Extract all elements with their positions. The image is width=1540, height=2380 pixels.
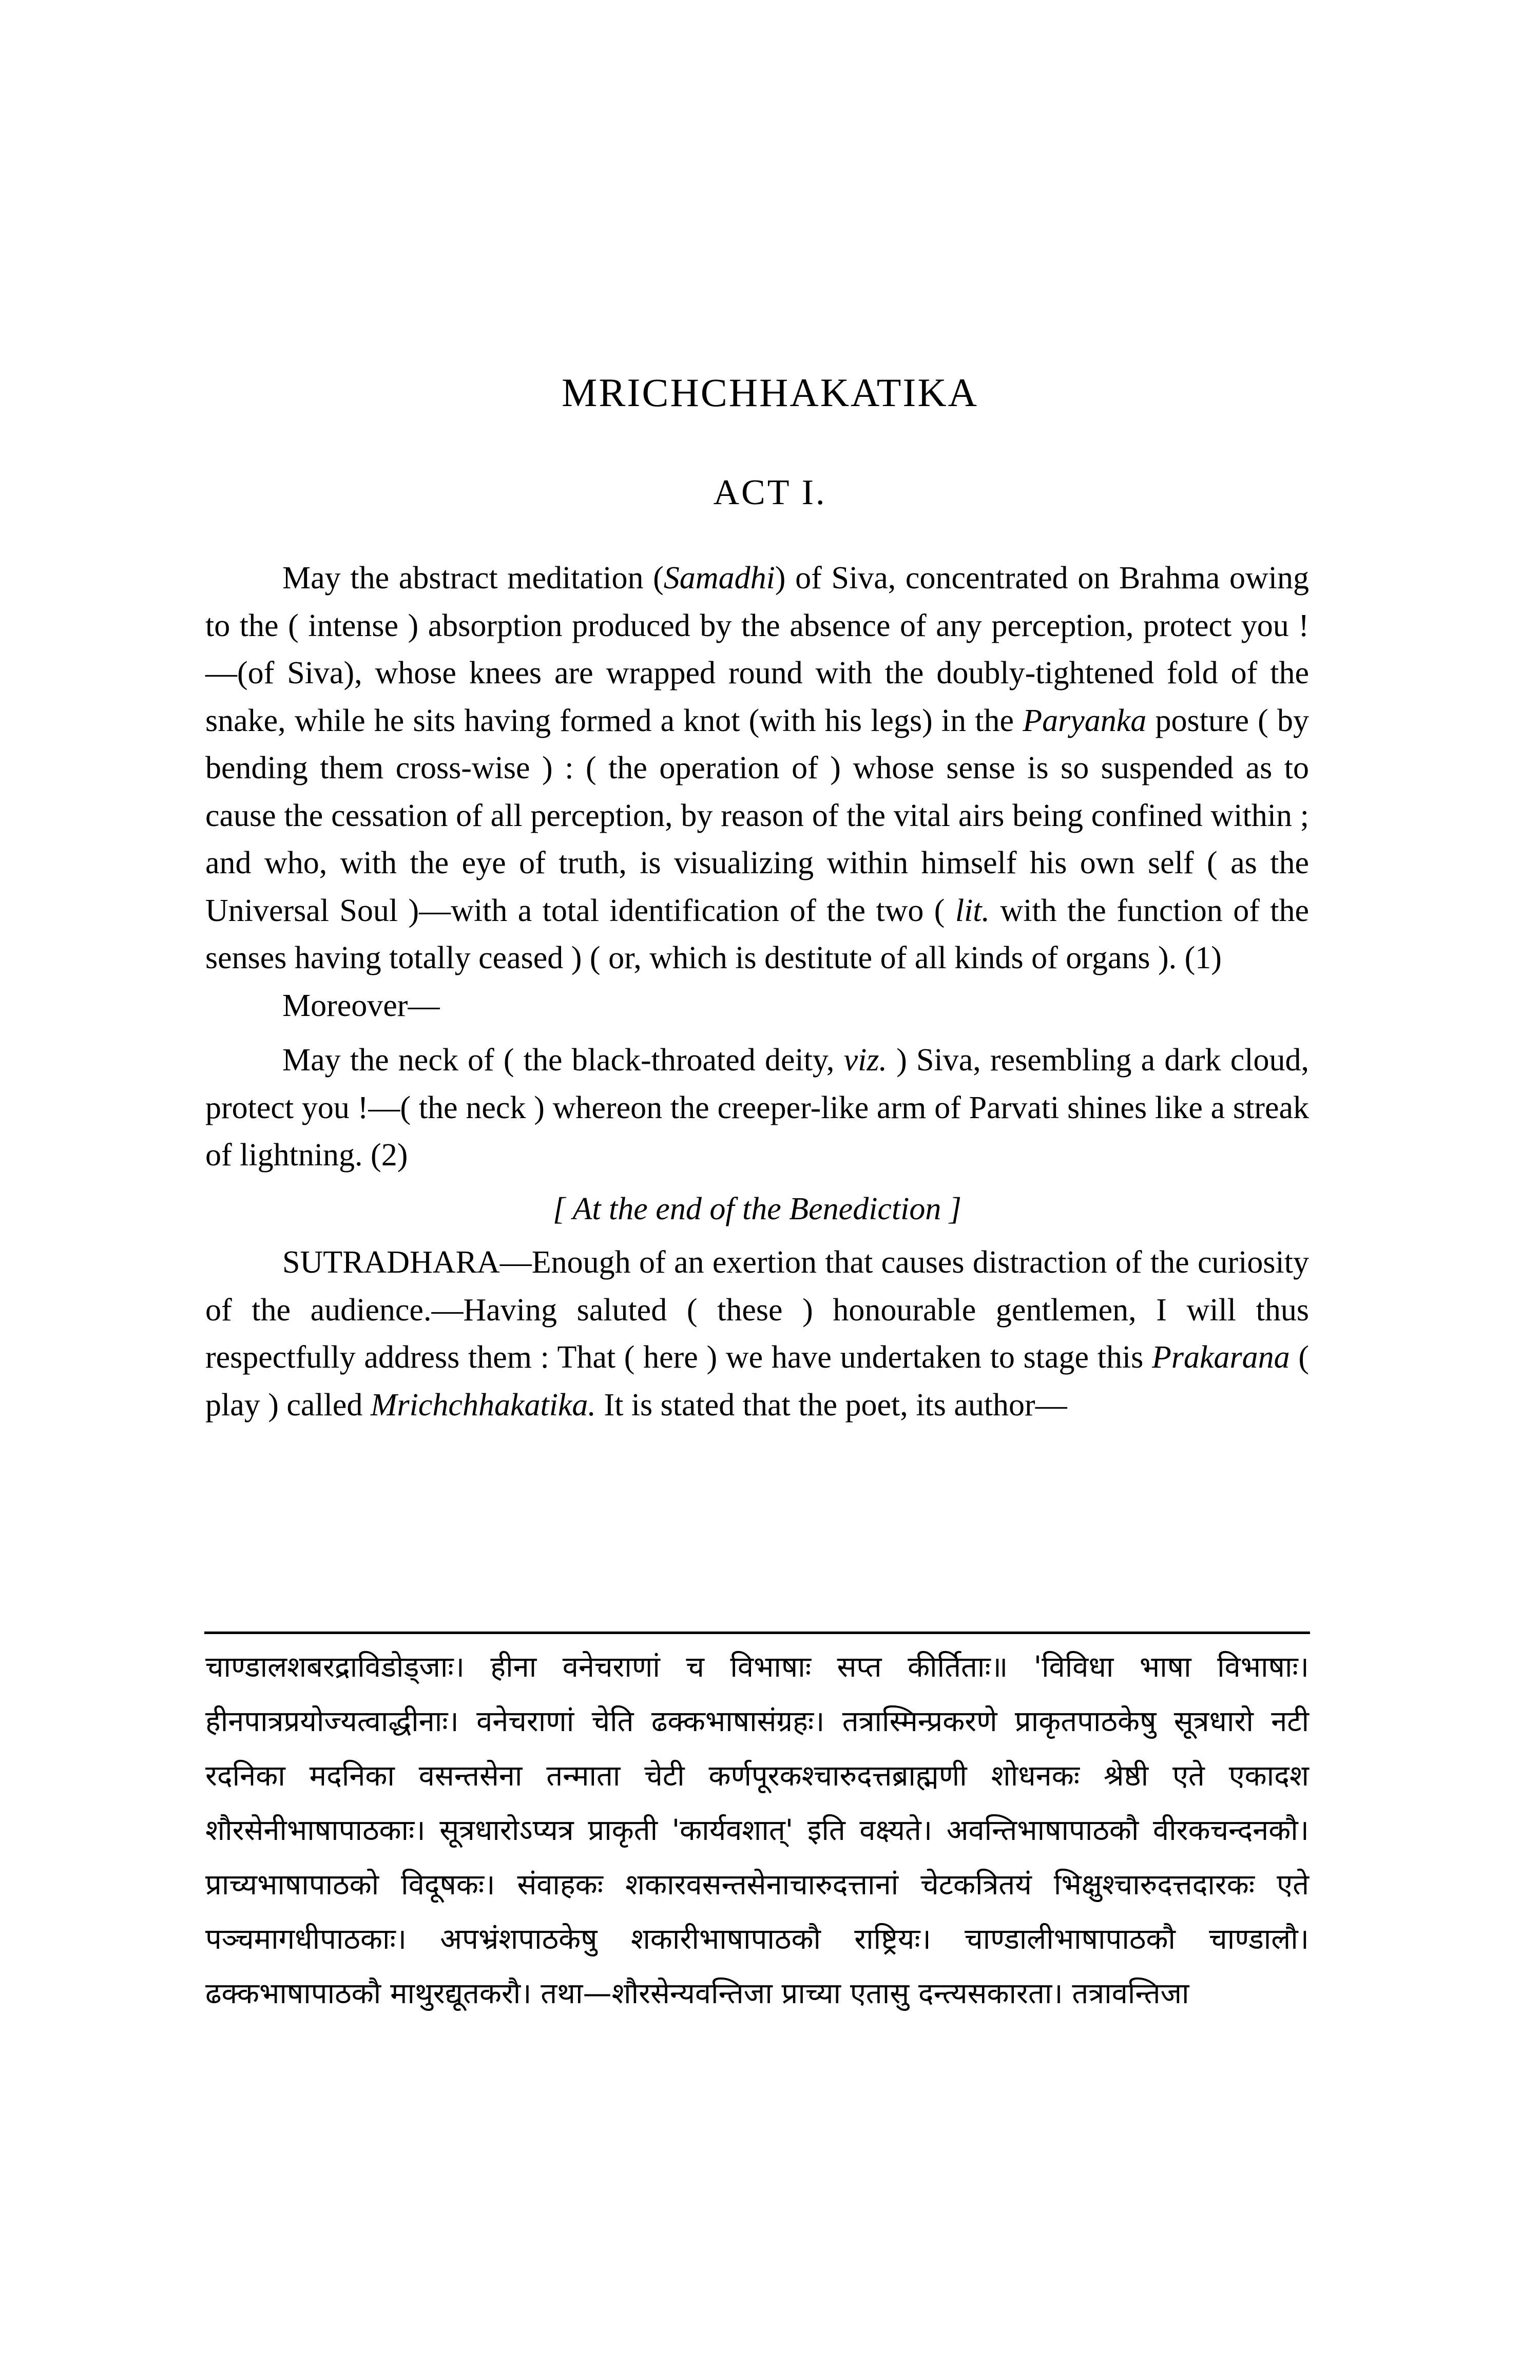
italic-run: Samadhi [663, 561, 775, 596]
italic-run: viz. [843, 1043, 887, 1078]
text-run: May the abstract meditation ( [282, 561, 664, 596]
benediction-paragraph-1 [205, 554, 1309, 982]
text-run: ) Siva, resembling a dark cloud, protect you !—( the neck ) whereon the creeper-like arm of Parvati shines like a streak of lightning. (2) [205, 1043, 1310, 1173]
footnote-text: चाण्डालशबरद्राविडोड्जाः। हीना वनेचराणां च विभाषाः सप्त कीर्तिताः॥ 'विविधा भाषा विभाषाः। हीनपात्रप्रयोज्यत्वाद्धीनाः। वनेचराणां चेति ढक्कभाषासंग्रहः। तत्रास्मिन्प्रकरणे प्राकृतपाठकेषु सूत्रधारो नटी रदनिका मदनिका वसन्तसेना तन्माता चेटी कर्णपूरकश्चारुदत्तब्राह्मणी शोधनकः श्रेष्ठी एते एकादश शौरसेनीभाषापाठकाः। सूत्रधारोऽप्यत्र प्राकृती 'कार्यवशात्' इति वक्ष्यते। अवन्तिभाषापाठकौ वीरकचन्दनकौ। प्राच्यभाषापाठको विदूषकः। संवाहकः शकारवसन्तसेनाचारुदत्तानां चेटकत्रितयं भिक्षुश्चारुदत्तदारकः एते पञ्चमागधीपाठकाः। अपभ्रंशपाठकेषु शकारीभाषापाठकौ राष्ट्रियः। चाण्डालीभाषापाठकौ चाण्डालौ। ढक्कभाषापाठकौ माथुरद्यूतकरौ। तथा—शौरसेन्यवन्तिजा प्राच्या एतासु दन्त्यसकारता। तत्रावन्तिजा [205, 1650, 1309, 2010]
text-run: with the function of the senses having totally ceased ) ( or, which is destitute of all kinds of organs ). (1) [205, 893, 1309, 975]
text-run: posture ( by bending them cross-wise ) : ( the operation of ) whose sense is so suspended as to cause the cessation of all perception, by reason of the vital airs being confined within ; and who, with the eye of truth, is visualizing within himself his own self ( as the Universal Soul )—with a total identification of the two ( [205, 703, 1310, 928]
sanskrit-footnote [205, 1640, 1309, 2021]
italic-run: lit. [955, 893, 990, 928]
stage-direction: [ At the end of the Benediction ] [552, 1191, 962, 1226]
text-run: ) of Siva, concentrated on Brahma owing to the ( intense ) absorption produced by the absence of any perception, protect you !—(of Siva), whose knees are wrapped round with the doubly-tightened fold of the snake, while he sits having formed a knot (with his legs) in the [205, 561, 1309, 738]
moreover-line: Moreover— [282, 988, 440, 1023]
italic-run: Prakarana [1152, 1340, 1290, 1375]
text-run: SUTRADHARA—Enough of an exertion that causes distraction of the curiosity of the audience.—Having saluted ( these ) honourable gentlemen, I will thus respectfully address them : That ( here ) we have undertaken to stage this [205, 1245, 1309, 1375]
text-run: May the neck of ( the black-throated deity, [282, 1043, 844, 1078]
italic-run: Paryanka [1023, 703, 1147, 738]
benediction-paragraph-2 [205, 1037, 1309, 1179]
text-run: ( play ) called [205, 1340, 1310, 1423]
sutradhara-speech [205, 1239, 1309, 1429]
footnote-divider [204, 1632, 1310, 1634]
text-run: It is stated that the poet, its author— [595, 1387, 1067, 1423]
page-title: MRICHCHHAKATIKA [561, 370, 978, 415]
english-translation [205, 554, 1309, 1429]
italic-run: Mrichchhakatika. [370, 1387, 596, 1423]
act-heading: ACT I. [713, 473, 827, 512]
